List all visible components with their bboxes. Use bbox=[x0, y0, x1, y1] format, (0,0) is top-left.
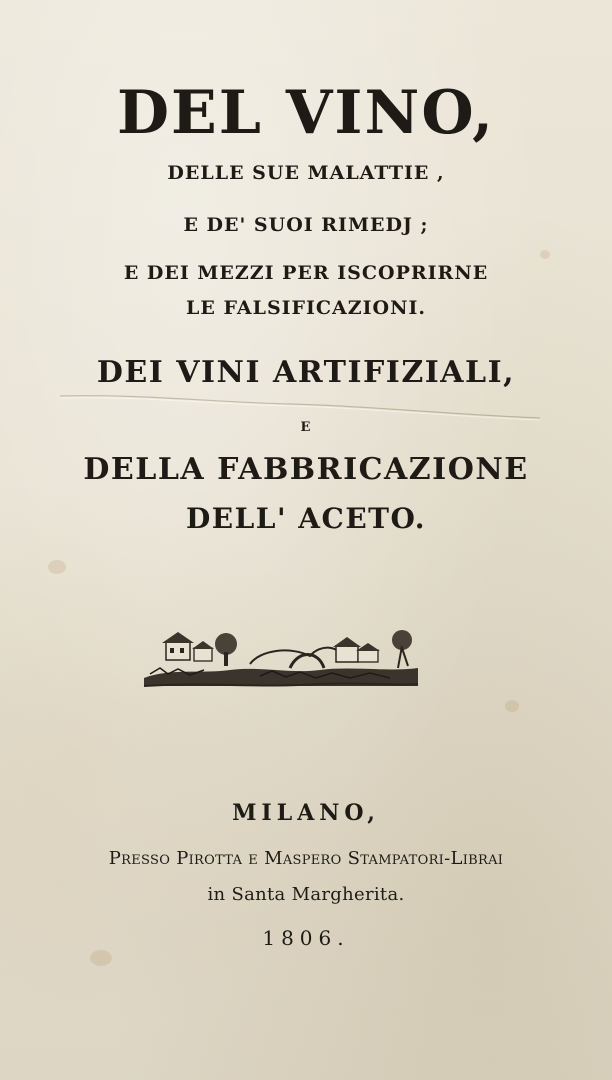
foxing-spot bbox=[540, 250, 550, 259]
subtitle-heading: DELL' ACETO. bbox=[185, 502, 426, 535]
foxing-spot bbox=[90, 950, 112, 966]
subtitle-conjunction: E bbox=[300, 420, 312, 435]
imprint-city: MILANO, bbox=[232, 800, 380, 826]
imprint-year: 1806. bbox=[262, 926, 350, 950]
subtitle-line: DELLE SUE MALATTIE , bbox=[167, 162, 445, 184]
book-title: DEL VINO, bbox=[117, 78, 495, 148]
subtitle-heading: DELLA FABBRICAZIONE bbox=[83, 452, 529, 487]
paper-crease bbox=[60, 392, 540, 422]
imprint-printer: Presso Pirotta e Maspero Stampatori-Librai bbox=[108, 848, 504, 869]
imprint-place: in Santa Margherita. bbox=[207, 884, 405, 905]
landscape-engraving-icon bbox=[140, 628, 422, 690]
foxing-spot bbox=[48, 560, 66, 574]
subtitle-line: LE FALSIFICAZIONI. bbox=[186, 297, 426, 319]
foxing-spot bbox=[505, 700, 519, 712]
subtitle-line: E DE' SUOI RIMEDJ ; bbox=[183, 214, 429, 236]
subtitle-heading: DEI VINI ARTIFIZIALI, bbox=[96, 355, 516, 390]
subtitle-line: E DEI MEZZI PER ISCOPRIRNE bbox=[123, 262, 489, 284]
